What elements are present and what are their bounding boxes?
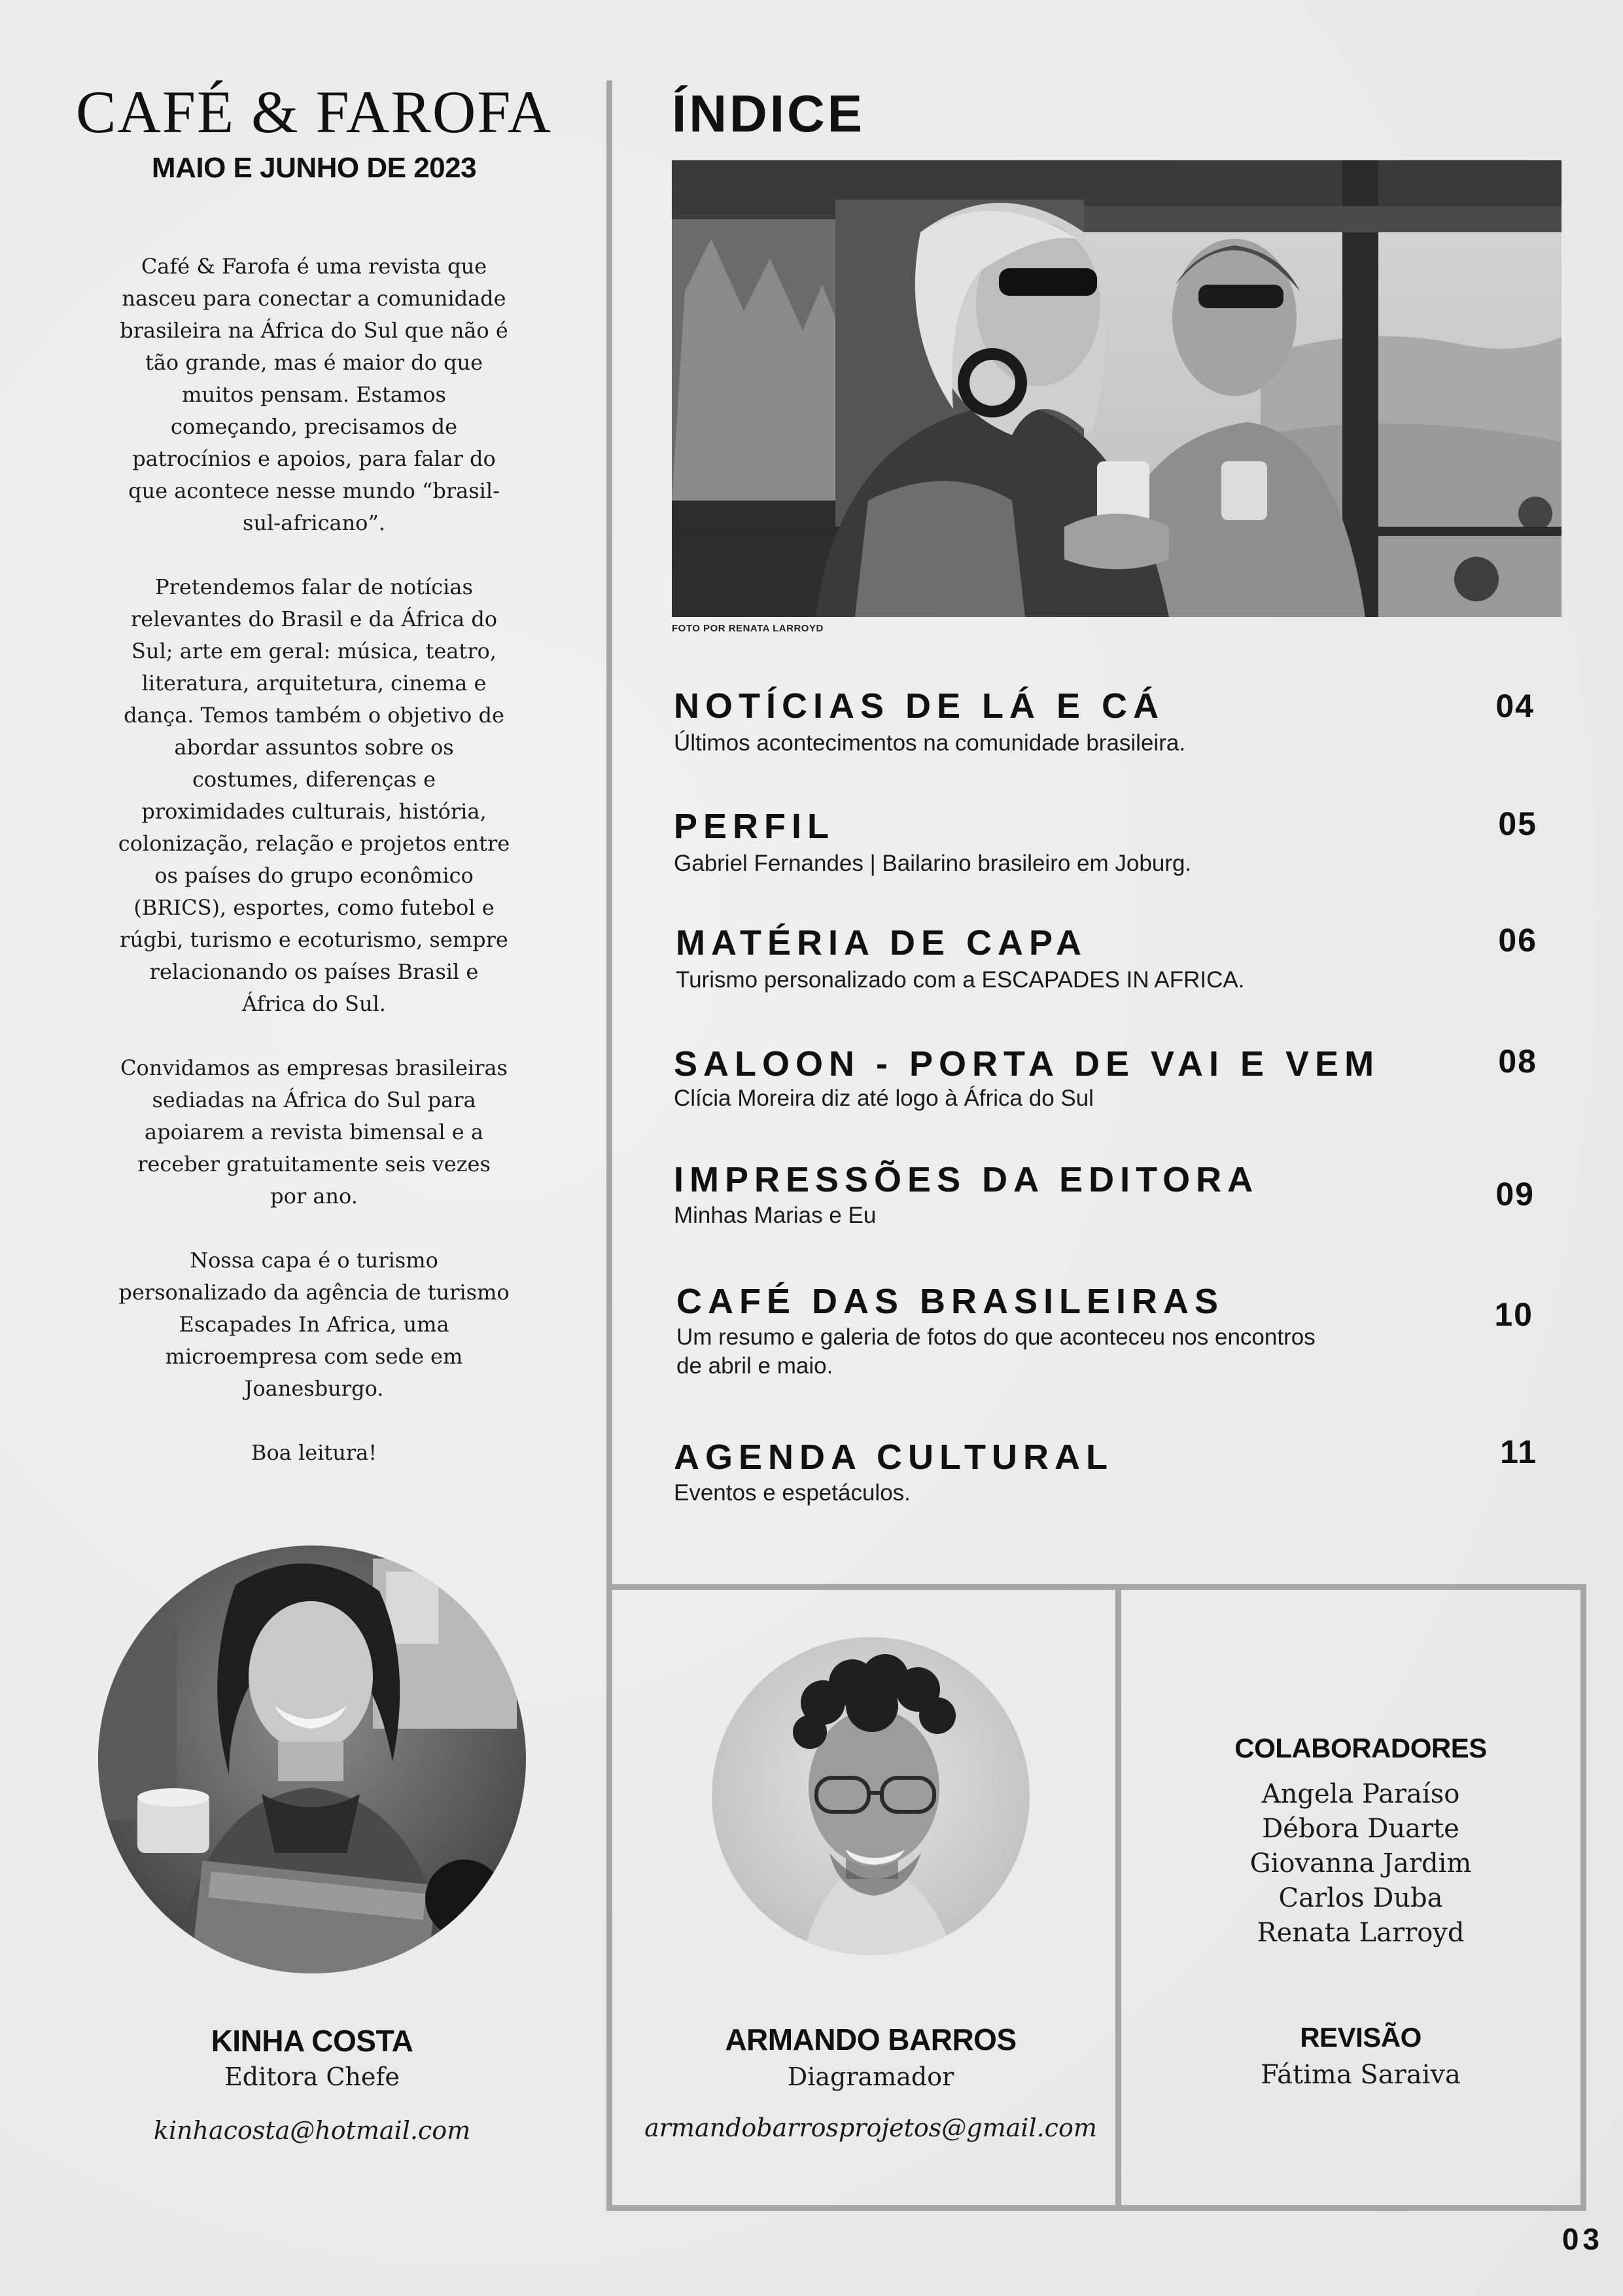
toc-entry[interactable] — [676, 1281, 1553, 1379]
toc-title: AGENDA CULTURAL — [674, 1438, 1113, 1477]
index-title: ÍNDICE — [672, 84, 865, 143]
contributors-heading: COLABORADORES — [1234, 1733, 1487, 1763]
reviewer-name: Fátima Saraiva — [1261, 2060, 1461, 2090]
designer-role: Diagramador — [787, 2062, 954, 2091]
editor-photo — [98, 1545, 526, 1973]
designer-name: ARMANDO BARROS — [725, 2022, 1017, 2057]
toc-subtitle: Clícia Moreira diz até logo à África do Sul — [674, 1086, 1094, 1111]
intro-paragraph: Pretendemos falar de notícias relevantes do Brasil e da África do Sul; arte em geral: música, teatro, literatura, arquitetura, cinema e dança. Temos também o objetivo de abordar assuntos sobre os costumes, diferenças e proximidades culturais, história, colonização, relação e projetos entre os países do grupo econômico (BRICS), esportes, como futebol e rúgbi, turismo e ecoturismo, sempre relacionando os países Brasil e África do Sul. — [118, 574, 510, 1016]
toc-page-number: 05 — [1498, 805, 1537, 842]
toc-entry[interactable] — [674, 1044, 1550, 1122]
contributors-list — [1125, 1777, 1596, 1951]
intro-paragraph: Boa leitura! — [251, 1440, 377, 1465]
magazine-title: CAFÉ & FAROFA — [75, 79, 553, 145]
contributor-name: Carlos Duba — [1278, 1883, 1443, 1913]
credits-box-bottom — [606, 2205, 1586, 2211]
toc-title: IMPRESSÕES DA EDITORA — [674, 1160, 1259, 1199]
toc-page-number: 09 — [1495, 1176, 1535, 1212]
toc-page-number: 10 — [1494, 1296, 1533, 1333]
toc-subtitle: Últimos acontecimentos na comunidade brasileira. — [674, 730, 1186, 756]
toc-entry[interactable] — [676, 923, 1552, 1001]
cover-photo-image — [672, 160, 1562, 617]
issue-date: MAIO E JUNHO DE 2023 — [151, 152, 477, 184]
intro-paragraph: Nossa capa é o turismo personalizado da agência de turismo Escapades In Africa, uma microempresa com sede em Joanesburgo. — [118, 1248, 510, 1401]
toc-title: SALOON - PORTA DE VAI E VEM — [674, 1044, 1380, 1084]
designer-photo — [712, 1637, 1030, 1955]
intro-text — [118, 251, 510, 1501]
toc-title: CAFÉ DAS BRASILEIRAS — [676, 1282, 1225, 1321]
credits-box-top — [606, 1584, 1586, 1590]
cover-photo — [672, 160, 1562, 617]
toc-title: MATÉRIA DE CAPA — [676, 923, 1087, 963]
toc-page-number: 04 — [1495, 688, 1535, 724]
toc-entry[interactable] — [674, 686, 1550, 764]
editor-email[interactable]: kinhacosta@hotmail.com — [153, 2116, 471, 2145]
editor-name: KINHA COSTA — [211, 2024, 413, 2058]
designer-portrait-image — [712, 1637, 1030, 1955]
toc-subtitle: Turismo personalizado com a ESCAPADES IN AFRICA. — [676, 967, 1245, 993]
toc-page-number: 06 — [1498, 922, 1537, 959]
column-divider — [606, 80, 612, 2211]
intro-paragraph: Café & Farofa é uma revista que nasceu para conectar a comunidade brasileira na África do Sul que não é tão grande, mas é maior do que muitos pensam. Estamos começando, precisamos de patrocínios e apoios, para falar do que acontece nesse mundo “brasil-sul-africano”. — [120, 254, 508, 535]
editor-role: Editora Chefe — [224, 2062, 400, 2091]
contributor-name: Débora Duarte — [1262, 1814, 1459, 1844]
photo-credit: FOTO POR RENATA LARROYD — [672, 623, 824, 634]
toc-page-number: 08 — [1498, 1043, 1537, 1080]
toc-entry[interactable] — [674, 1434, 1550, 1515]
contributor-name: Angela Paraíso — [1261, 1779, 1460, 1809]
intro-paragraph: Convidamos as empresas brasileiras sediadas na África do Sul para apoiarem a revista bimensal e a receber gratuitamente seis vezes por ano. — [120, 1055, 508, 1209]
toc-subtitle: Eventos e espetáculos. — [674, 1480, 911, 1506]
toc-subtitle: Gabriel Fernandes | Bailarino brasileiro em Joburg. — [674, 851, 1192, 876]
toc-entry[interactable] — [674, 806, 1550, 885]
contributor-name: Renata Larroyd — [1257, 1918, 1465, 1948]
designer-email[interactable]: armandobarrosprojetos@gmail.com — [644, 2113, 1097, 2142]
toc-title: NOTÍCIAS DE LÁ E CÁ — [674, 686, 1165, 726]
editor-portrait-image — [98, 1545, 526, 1973]
page-number: 03 — [1562, 2222, 1603, 2256]
toc-title: PERFIL — [674, 807, 835, 846]
contributor-name: Giovanna Jardim — [1249, 1848, 1472, 1879]
toc-entry[interactable] — [674, 1159, 1550, 1238]
toc-subtitle: Um resumo e galeria de fotos do que aconteceu nos encontros de abril e maio. — [676, 1324, 1316, 1379]
toc-page-number: 11 — [1500, 1434, 1537, 1470]
review-heading: REVISÃO — [1300, 2022, 1422, 2053]
toc-subtitle: Minhas Marias e Eu — [674, 1203, 877, 1228]
